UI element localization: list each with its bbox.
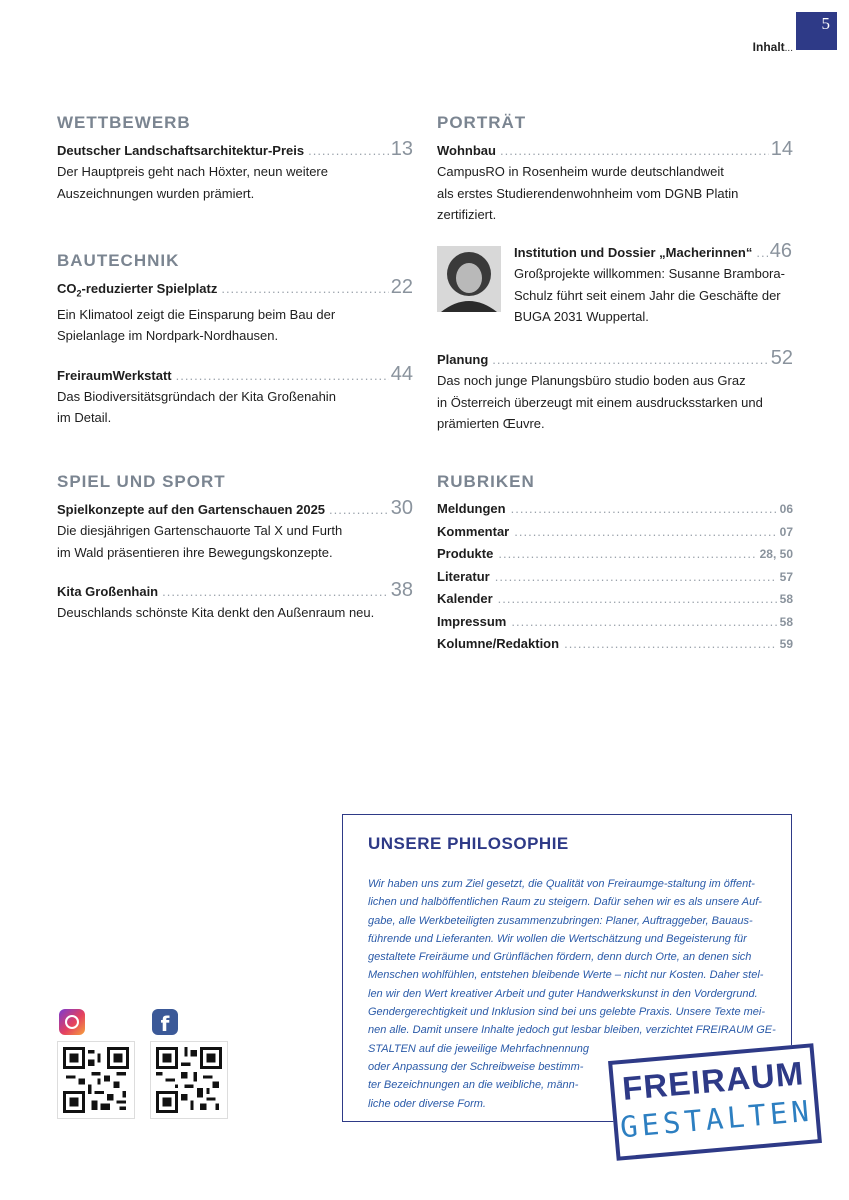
section-title: BAUTECHNIK [57, 251, 180, 270]
entry-description: Das noch junge Planungsbüro studio boden aus Graz in Österreich überzeugt mit einem ausdrucksstarken und prämierten Œuvre. [437, 373, 763, 431]
toc-entry-kita-grossenhain[interactable]: Kita Großenhain ..... 38 [57, 580, 413, 602]
instagram-qr-code[interactable] [57, 1041, 135, 1119]
rubrik-impressum[interactable]: Impressum ..... 58 [437, 611, 793, 634]
facebook-icon[interactable]: f [152, 1009, 178, 1035]
entry-description: Das Biodiversitätsgründach der Kita Großenahin im Detail. [57, 388, 336, 426]
section-title: WETTBEWERB [57, 113, 191, 132]
instagram-icon[interactable] [59, 1009, 85, 1035]
toc-entry-co2-spielplatz[interactable]: $CO_2$-reduzierter Spielplatz ..... 22 [57, 277, 413, 304]
rubrik-kalender[interactable]: Kalender ..... 58 [437, 588, 793, 611]
portrait-photo [437, 246, 501, 312]
toc-entry-spielkonzepte[interactable]: Spielkonzepte auf den Gartenschauen 2025 ..... 30 [57, 498, 413, 520]
rubrik-kommentar[interactable]: Kommentar ..... 07 [437, 521, 793, 544]
facebook-qr-code[interactable] [150, 1041, 228, 1119]
rubrik-meldungen[interactable]: Meldungen ..... 06 [437, 498, 793, 521]
section-wettbewerb [57, 113, 413, 204]
page-number: 5 [796, 12, 837, 50]
toc-entry-macherinnen-block [514, 241, 792, 328]
freiraum-gestalten-logo: FREIRAUM GESTALTEN [608, 1043, 822, 1161]
toc-entry-freiraumwerkstatt[interactable]: FreiraumWerkstatt ..... 44 [57, 364, 413, 386]
entry-description: Großprojekte willkommen: Susanne Brambora- Schulz führt seit einem Jahr die Geschäfte der BUGA 2031 Wuppertal. [514, 266, 785, 324]
section-title: PORTRÄT [437, 113, 527, 132]
entry-description: Der Hauptpreis geht nach Höxter, neun weitere Auszeichnungen wurden prämiert. [57, 164, 328, 201]
rubrik-literatur[interactable]: Literatur ..... 57 [437, 566, 793, 589]
philosophy-text: Wir haben uns zum Ziel gesetzt, die Qualität von Freiraumge-staltung im öffent- lichen und halböffentlichen Raum zu steigern. Dafür sehen wir es als unsere Auf- gabe, alle Werkbeteiligten zusammenzubringen: Planer, Auftraggeber, Bauaus- führende und Lieferanten. Wir wollen die Wertschätzung und Begeisterung für gestaltete Freiräume und Grünflächen fördern, denn durch Orte, an denen sich Menschen wohlfühlen, entstehen bleibende Werte – nicht nur Kosten. Daher stel- len wir den Wert kreativer Arbeit und guter Handwerkskunst in den Vordergrund. Gendergerechtigkeit und Inklusion sind bei uns gelebte Praxis. Unsere Texte mei- nen alle. Damit unsere Inhalte jedoch gut lesbar bleiben, verzichtet FREIRAUM GE- STALTEN auf die jeweilige Mehrfachnennung oder Anpassung der Schreibweise bestimm- ter Bezeichnungen an die weibliche, männ- liche oder diverse Form. [368, 878, 776, 1110]
entry-description: Ein Klimatool zeigt die Einsparung beim Bau der Spielanlage im Nordpark-Nordhausen. [57, 306, 336, 344]
section-title: SPIEL UND SPORT [57, 472, 226, 491]
section-bautechnik [57, 251, 413, 429]
header-label: Inhalt... [752, 40, 793, 54]
toc-entry-planung[interactable]: Planung ..... 52 [437, 348, 793, 370]
rubrik-kolumne-redaktion[interactable]: Kolumne/Redaktion ..... 59 [437, 633, 793, 656]
entry-description: Die diesjährigen Gartenschauorte Tal X und Furth im Wald präsentieren ihre Bewegungskonzepte. [57, 523, 343, 560]
rubrik-produkte[interactable]: Produkte ..... 28, 50 [437, 543, 793, 566]
toc-entry-wohnbau[interactable]: Wohnbau ..... 14 [437, 139, 793, 161]
section-spiel-und-sport [57, 472, 413, 624]
toc-entry-macherinnen[interactable]: Institution und Dossier „Macherinnen“ ..... 46 [514, 241, 792, 263]
philosophy-title: UNSERE PHILOSOPHIE [368, 834, 569, 853]
section-portraet [437, 113, 793, 226]
section-rubriken [437, 472, 793, 656]
section-title: RUBRIKEN [437, 472, 535, 491]
entry-description: CampusRO in Rosenheim wurde deutschlandweit als erstes Studierendenwohnheim vom DGNB Platin zertifiziert. [437, 164, 739, 222]
toc-entry-planung-block [437, 348, 793, 435]
toc-entry-landschaftsarchitektur-preis[interactable]: Deutscher Landschaftsarchitektur-Preis ..... 13 [57, 139, 413, 161]
entry-description: Deuschlands schönste Kita denkt den Außenraum neu. [57, 605, 375, 620]
